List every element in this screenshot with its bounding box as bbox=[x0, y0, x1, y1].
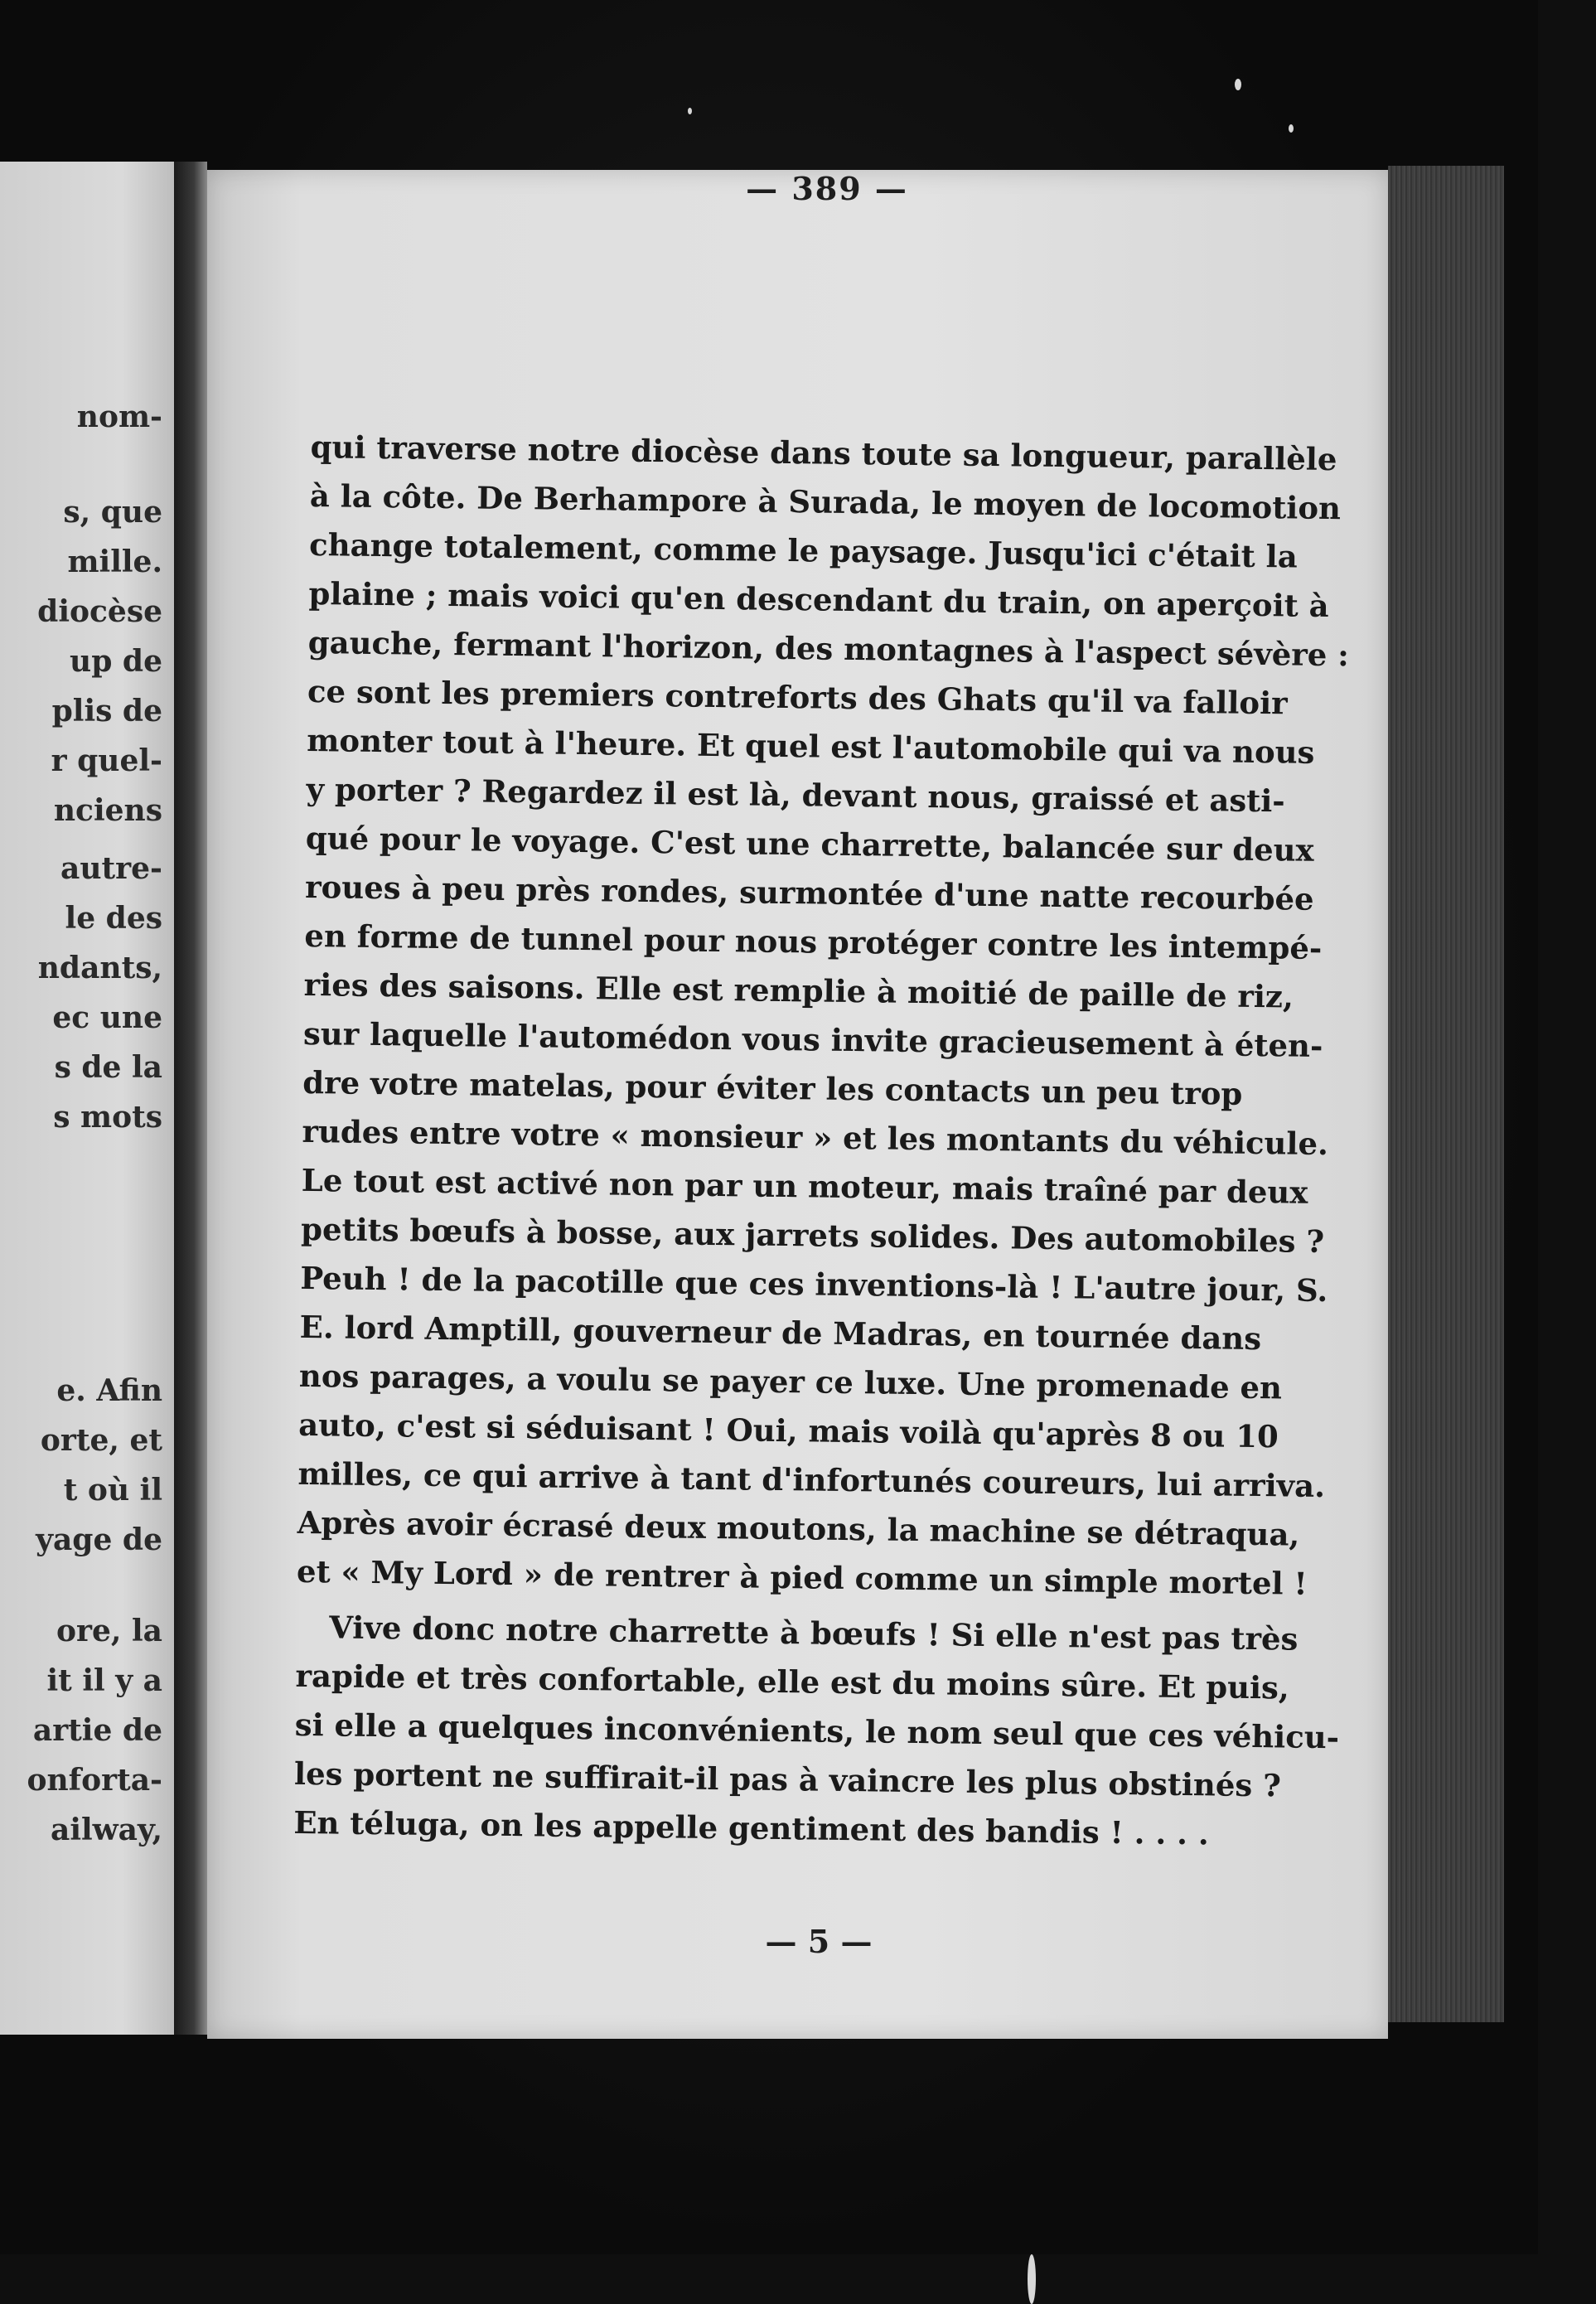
paragraph-1 bbox=[296, 423, 1350, 1607]
dust-speck bbox=[688, 108, 692, 114]
text-line: à la côte. De Berhampore à Surada, le moyen de locomotion bbox=[309, 477, 1342, 527]
left-page-fragment: autre- bbox=[60, 851, 162, 886]
left-page-fragment: artie de bbox=[32, 1713, 162, 1748]
left-page-fragment: nciens bbox=[53, 793, 162, 828]
left-page-fragment: nom- bbox=[76, 399, 162, 434]
text-line: Le tout est activé non par un moteur, mais traîné par deux bbox=[301, 1161, 1308, 1211]
left-page-fragment: e. Afin bbox=[56, 1373, 162, 1408]
text-line: E. lord Amptill, gouverneur de Madras, en tournée dans bbox=[299, 1308, 1262, 1358]
page-edges bbox=[1388, 166, 1504, 2022]
left-page-fragment: ailway, bbox=[51, 1813, 162, 1847]
left-page-fragment: s mots bbox=[53, 1100, 162, 1135]
left-page-fragment: mille. bbox=[67, 545, 162, 579]
left-page-fragment: it il y a bbox=[46, 1663, 162, 1698]
left-page-fragment: onforta- bbox=[27, 1763, 162, 1798]
text-line: rudes entre votre « monsieur » et les montants du véhicule. bbox=[302, 1112, 1329, 1163]
text-line: ries des saisons. Elle est remplie à moitié de paille de riz, bbox=[303, 966, 1294, 1015]
left-page-fragment: orte, et bbox=[40, 1423, 162, 1458]
paragraph-2 bbox=[293, 1603, 1340, 1858]
left-page-fragment: yage de bbox=[36, 1522, 162, 1557]
left-page-fragment: plis de bbox=[51, 694, 162, 728]
left-facing-page bbox=[0, 162, 174, 2035]
text-line: et « My Lord » de rentrer à pied comme un simple mortel ! bbox=[296, 1552, 1308, 1602]
dust-speck bbox=[1289, 124, 1294, 133]
left-page-fragment: ndants, bbox=[37, 951, 162, 985]
page-number: — 389 — bbox=[746, 170, 908, 207]
text-line: milles, ce qui arrive à tant d'infortunés coureurs, lui arriva. bbox=[297, 1455, 1326, 1505]
text-line: sur laquelle l'automédon vous invite gracieusement à éten- bbox=[302, 1014, 1323, 1064]
text-line: change totalement, comme le paysage. Jusqu'ici c'était la bbox=[308, 525, 1298, 575]
text-line: auto, c'est si séduisant ! Oui, mais voilà qu'après 8 ou 10 bbox=[297, 1406, 1279, 1455]
text-line: plaine ; mais voici qu'en descendant du train, on aperçoit à bbox=[308, 574, 1329, 625]
text-line: qué pour le voyage. C'est une charrette, balancée sur deux bbox=[305, 819, 1314, 869]
text-line: ce sont les premiers contreforts des Ghats qu'il va falloir bbox=[307, 672, 1288, 722]
text-line: Vive donc notre charrette à bœufs ! Si elle n'est pas très bbox=[328, 1609, 1299, 1658]
left-page-fragment: s, que bbox=[63, 495, 162, 530]
book-gutter bbox=[174, 162, 207, 2035]
text-line: les portent ne suffirait-il pas à vaincre les plus obstinés ? bbox=[293, 1755, 1282, 1804]
text-line: Après avoir écrasé deux moutons, la machine se détraqua, bbox=[297, 1503, 1300, 1553]
text-line: y porter ? Regardez il est là, devant nous, graissé et asti- bbox=[306, 770, 1285, 820]
left-page-fragment: up de bbox=[70, 644, 162, 679]
text-line: nos parages, a voulu se payer ce luxe. Une promenade en bbox=[298, 1357, 1283, 1406]
signature-mark: — 5 — bbox=[765, 1923, 873, 1960]
text-line: en forme de tunnel pour nous protéger contre les intempé- bbox=[304, 917, 1323, 966]
text-line: Peuh ! de la pacotille que ces inventions-là ! L'autre jour, S. bbox=[300, 1259, 1328, 1309]
body-text bbox=[293, 423, 1350, 1858]
text-line: qui traverse notre diocèse dans toute sa longueur, parallèle bbox=[310, 428, 1337, 478]
text-line: petits bœufs à bosse, aux jarrets solides. Des automobiles ? bbox=[300, 1210, 1325, 1261]
dust-speck bbox=[1028, 2254, 1036, 2304]
text-line: roues à peu près rondes, surmontée d'une natte recourbée bbox=[304, 868, 1314, 917]
text-line: rapide et très confortable, elle est du moins sûre. Et puis, bbox=[295, 1657, 1290, 1706]
left-page-fragment: ec une bbox=[52, 1000, 162, 1035]
left-page-fragment: ore, la bbox=[56, 1614, 162, 1648]
text-line: gauche, fermant l'horizon, des montagnes à l'aspect sévère : bbox=[307, 623, 1350, 674]
text-line: si elle a quelques inconvénients, le nom seul que ces véhicu- bbox=[294, 1706, 1340, 1756]
left-page-fragment: s de la bbox=[54, 1050, 162, 1085]
text-line: dre votre matelas, pour éviter les contacts un peu trop bbox=[302, 1063, 1243, 1112]
dust-speck bbox=[1235, 79, 1241, 90]
left-page-fragment: le des bbox=[65, 901, 162, 936]
text-line: monter tout à l'heure. Et quel est l'automobile qui va nous bbox=[307, 721, 1315, 771]
text-line: En téluga, on les appelle gentiment des bandis ! . . . . bbox=[293, 1803, 1210, 1852]
left-page-fragment: diocèse bbox=[37, 594, 162, 629]
left-page-fragment: t où il bbox=[63, 1473, 162, 1508]
left-page-fragment: r quel- bbox=[51, 743, 162, 778]
